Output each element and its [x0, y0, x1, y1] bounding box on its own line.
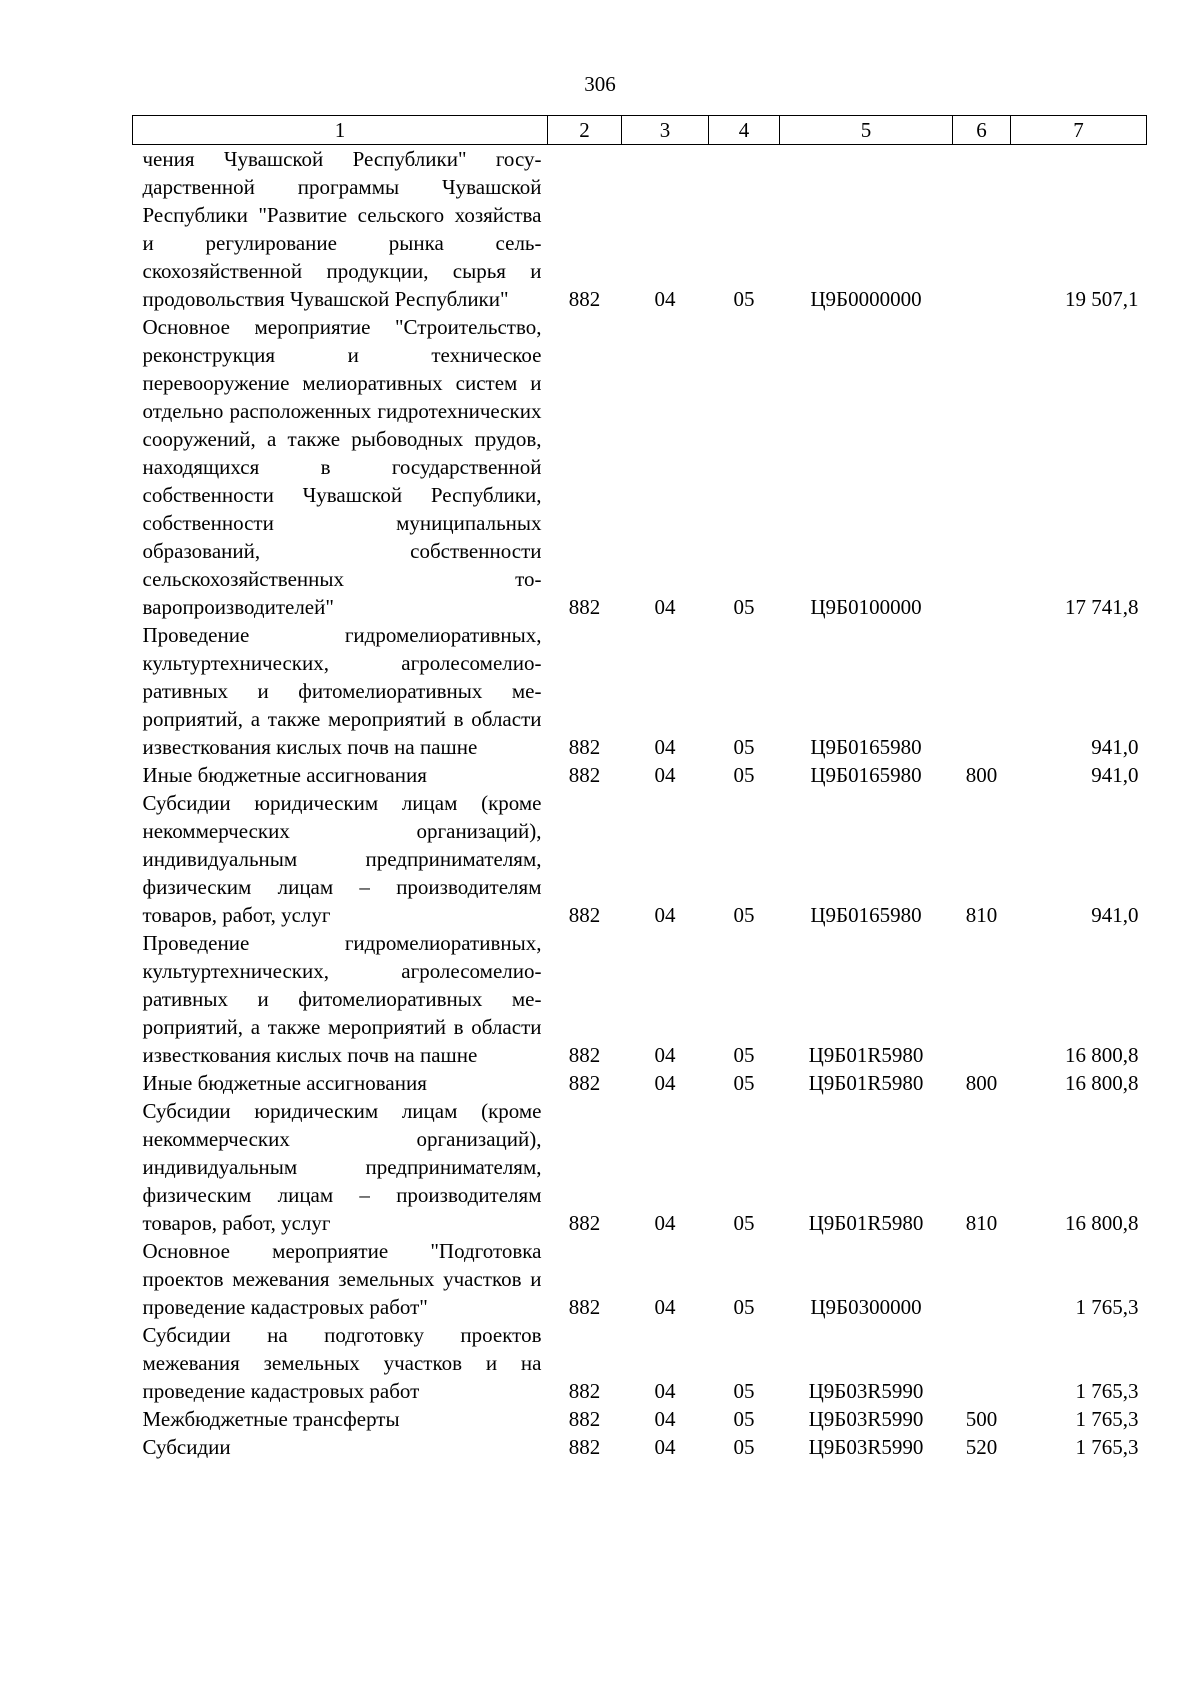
section-code: 04: [654, 1379, 676, 1403]
subsection-code: 05: [733, 287, 755, 311]
target-article-code: Ц9Б0300000: [810, 1295, 922, 1319]
ministry-code: 882: [568, 1071, 601, 1095]
ministry-code: 882: [568, 1211, 601, 1235]
ministry-code: 882: [568, 1043, 601, 1067]
expense-type-code: [953, 929, 1011, 1069]
target-article-code: Ц9Б03R5990: [808, 1407, 924, 1431]
subsection-code: 05: [733, 595, 755, 619]
row-description: Межбюджетные трансферты: [142, 1407, 400, 1431]
column-header: 1: [133, 116, 548, 145]
section-code: 04: [654, 903, 676, 927]
table-row: [133, 1433, 1147, 1461]
subsection-code: 05: [733, 1211, 755, 1235]
section-code: 04: [654, 1071, 676, 1095]
subsection-code: 05: [733, 1295, 755, 1319]
table-row: [133, 1097, 1147, 1237]
subsection-code: 05: [733, 1071, 755, 1095]
subsection-code: 05: [733, 1043, 755, 1067]
table-row: [133, 621, 1147, 761]
subsection-code: 05: [733, 1435, 755, 1459]
row-description: Основное мероприятие "Строительство, реконструкция и техническое перевооружение мелиоративных систем и отдельно расположенных гидротехнических сооружений, а также рыбоводных прудов, находящихся в государственной собственности Чувашской Республики, собственности муниципальных образований, собственности сельскохозяйственных товаропроизводителей": [142, 315, 542, 619]
section-code: 04: [654, 287, 676, 311]
column-header: 5: [780, 116, 953, 145]
ministry-code: 882: [568, 903, 601, 927]
expense-type-code: 500: [965, 1407, 998, 1431]
row-description: Субсидии юридическим лицам (кроме некоммерческих организаций), индивидуальным предпринимателям, физическим лицам – производителям товаров, работ, услуг: [142, 791, 542, 927]
subsection-code: 05: [733, 735, 755, 759]
expense-type-code: [953, 1237, 1011, 1321]
row-description: Субсидии юридическим лицам (кроме некоммерческих организаций), индивидуальным предпринимателям, физическим лицам – производителям товаров, работ, услуг: [142, 1099, 542, 1235]
ministry-code: 882: [568, 595, 601, 619]
row-description: Основное мероприятие "Подготовка проектов межевания земельных участков и проведение кадастровых работ": [142, 1239, 542, 1319]
table-row: [133, 929, 1147, 1069]
section-code: 04: [654, 1435, 676, 1459]
amount: 941,0: [1091, 735, 1139, 759]
amount: 19 507,1: [1065, 287, 1139, 311]
target-article-code: Ц9Б01R5980: [808, 1071, 924, 1095]
amount: 16 800,8: [1065, 1211, 1139, 1235]
section-code: 04: [654, 1211, 676, 1235]
target-article-code: Ц9Б0100000: [810, 595, 922, 619]
amount: 1 765,3: [1075, 1379, 1139, 1403]
ministry-code: 882: [568, 1379, 601, 1403]
page-number: 306: [584, 72, 616, 96]
expense-type-code: [953, 145, 1011, 314]
amount: 941,0: [1091, 763, 1139, 787]
section-code: 04: [654, 1043, 676, 1067]
target-article-code: Ц9Б01R5980: [808, 1211, 924, 1235]
column-header: 4: [709, 116, 780, 145]
row-description: Проведение гидромелиоративных, культуртехнических, агролесомелиоративных и фитомелиоративных мероприятий, а также мероприятий в области известкования кислых почв на пашне: [142, 931, 542, 1067]
column-header: 6: [953, 116, 1011, 145]
row-description: Иные бюджетные ассигнования: [142, 1071, 427, 1095]
section-code: 04: [654, 1295, 676, 1319]
column-header: 3: [622, 116, 709, 145]
ministry-code: 882: [568, 1295, 601, 1319]
amount: 941,0: [1091, 903, 1139, 927]
ministry-code: 882: [568, 763, 601, 787]
expense-type-code: [953, 313, 1011, 621]
target-article-code: Ц9Б03R5990: [808, 1435, 924, 1459]
amount: 17 741,8: [1065, 595, 1139, 619]
ministry-code: 882: [568, 1407, 601, 1431]
table-row: [133, 761, 1147, 789]
row-description: Иные бюджетные ассигнования: [142, 763, 427, 787]
target-article-code: Ц9Б0000000: [810, 287, 922, 311]
subsection-code: 05: [733, 903, 755, 927]
row-description: чения Чувашской Республики" государственной программы Чувашской Республики "Развитие сельского хозяйства и регулирование рынка сельскохозяйственной продукции, сырья и продовольствия Чувашской Республики": [142, 147, 542, 311]
column-header: 7: [1011, 116, 1147, 145]
expense-type-code: [953, 1321, 1011, 1405]
amount: 16 800,8: [1065, 1043, 1139, 1067]
target-article-code: Ц9Б0165980: [810, 735, 922, 759]
amount: 16 800,8: [1065, 1071, 1139, 1095]
expense-type-code: 800: [965, 763, 998, 787]
section-code: 04: [654, 1407, 676, 1431]
ministry-code: 882: [568, 1435, 601, 1459]
expense-type-code: 810: [965, 903, 998, 927]
ministry-code: 882: [568, 735, 601, 759]
target-article-code: Ц9Б0165980: [810, 903, 922, 927]
table-row: [133, 313, 1147, 621]
table-row: [133, 1069, 1147, 1097]
section-code: 04: [654, 763, 676, 787]
row-description: Субсидии: [142, 1435, 231, 1459]
table-row: [133, 1321, 1147, 1405]
table-row: [133, 1237, 1147, 1321]
column-header: 2: [548, 116, 622, 145]
expense-type-code: 800: [965, 1071, 998, 1095]
section-code: 04: [654, 735, 676, 759]
row-description: Проведение гидромелиоративных, культуртехнических, агролесомелиоративных и фитомелиоративных мероприятий, а также мероприятий в области известкования кислых почв на пашне: [142, 623, 542, 759]
table-row: [133, 145, 1147, 314]
table-row: [133, 1405, 1147, 1433]
expense-type-code: 520: [965, 1435, 998, 1459]
amount: 1 765,3: [1075, 1407, 1139, 1431]
amount: 1 765,3: [1075, 1435, 1139, 1459]
subsection-code: 05: [733, 1407, 755, 1431]
target-article-code: Ц9Б0165980: [810, 763, 922, 787]
table-row: [133, 789, 1147, 929]
expense-type-code: [953, 621, 1011, 761]
target-article-code: Ц9Б01R5980: [808, 1043, 924, 1067]
expense-type-code: 810: [965, 1211, 998, 1235]
section-code: 04: [654, 595, 676, 619]
subsection-code: 05: [733, 763, 755, 787]
amount: 1 765,3: [1075, 1295, 1139, 1319]
row-description: Субсидии на подготовку проектов межевания земельных участков и на проведение кадастровых работ: [142, 1323, 542, 1403]
target-article-code: Ц9Б03R5990: [808, 1379, 924, 1403]
column-number-row: [133, 116, 1147, 145]
ministry-code: 882: [568, 287, 601, 311]
subsection-code: 05: [733, 1379, 755, 1403]
budget-table: [132, 115, 1147, 1461]
